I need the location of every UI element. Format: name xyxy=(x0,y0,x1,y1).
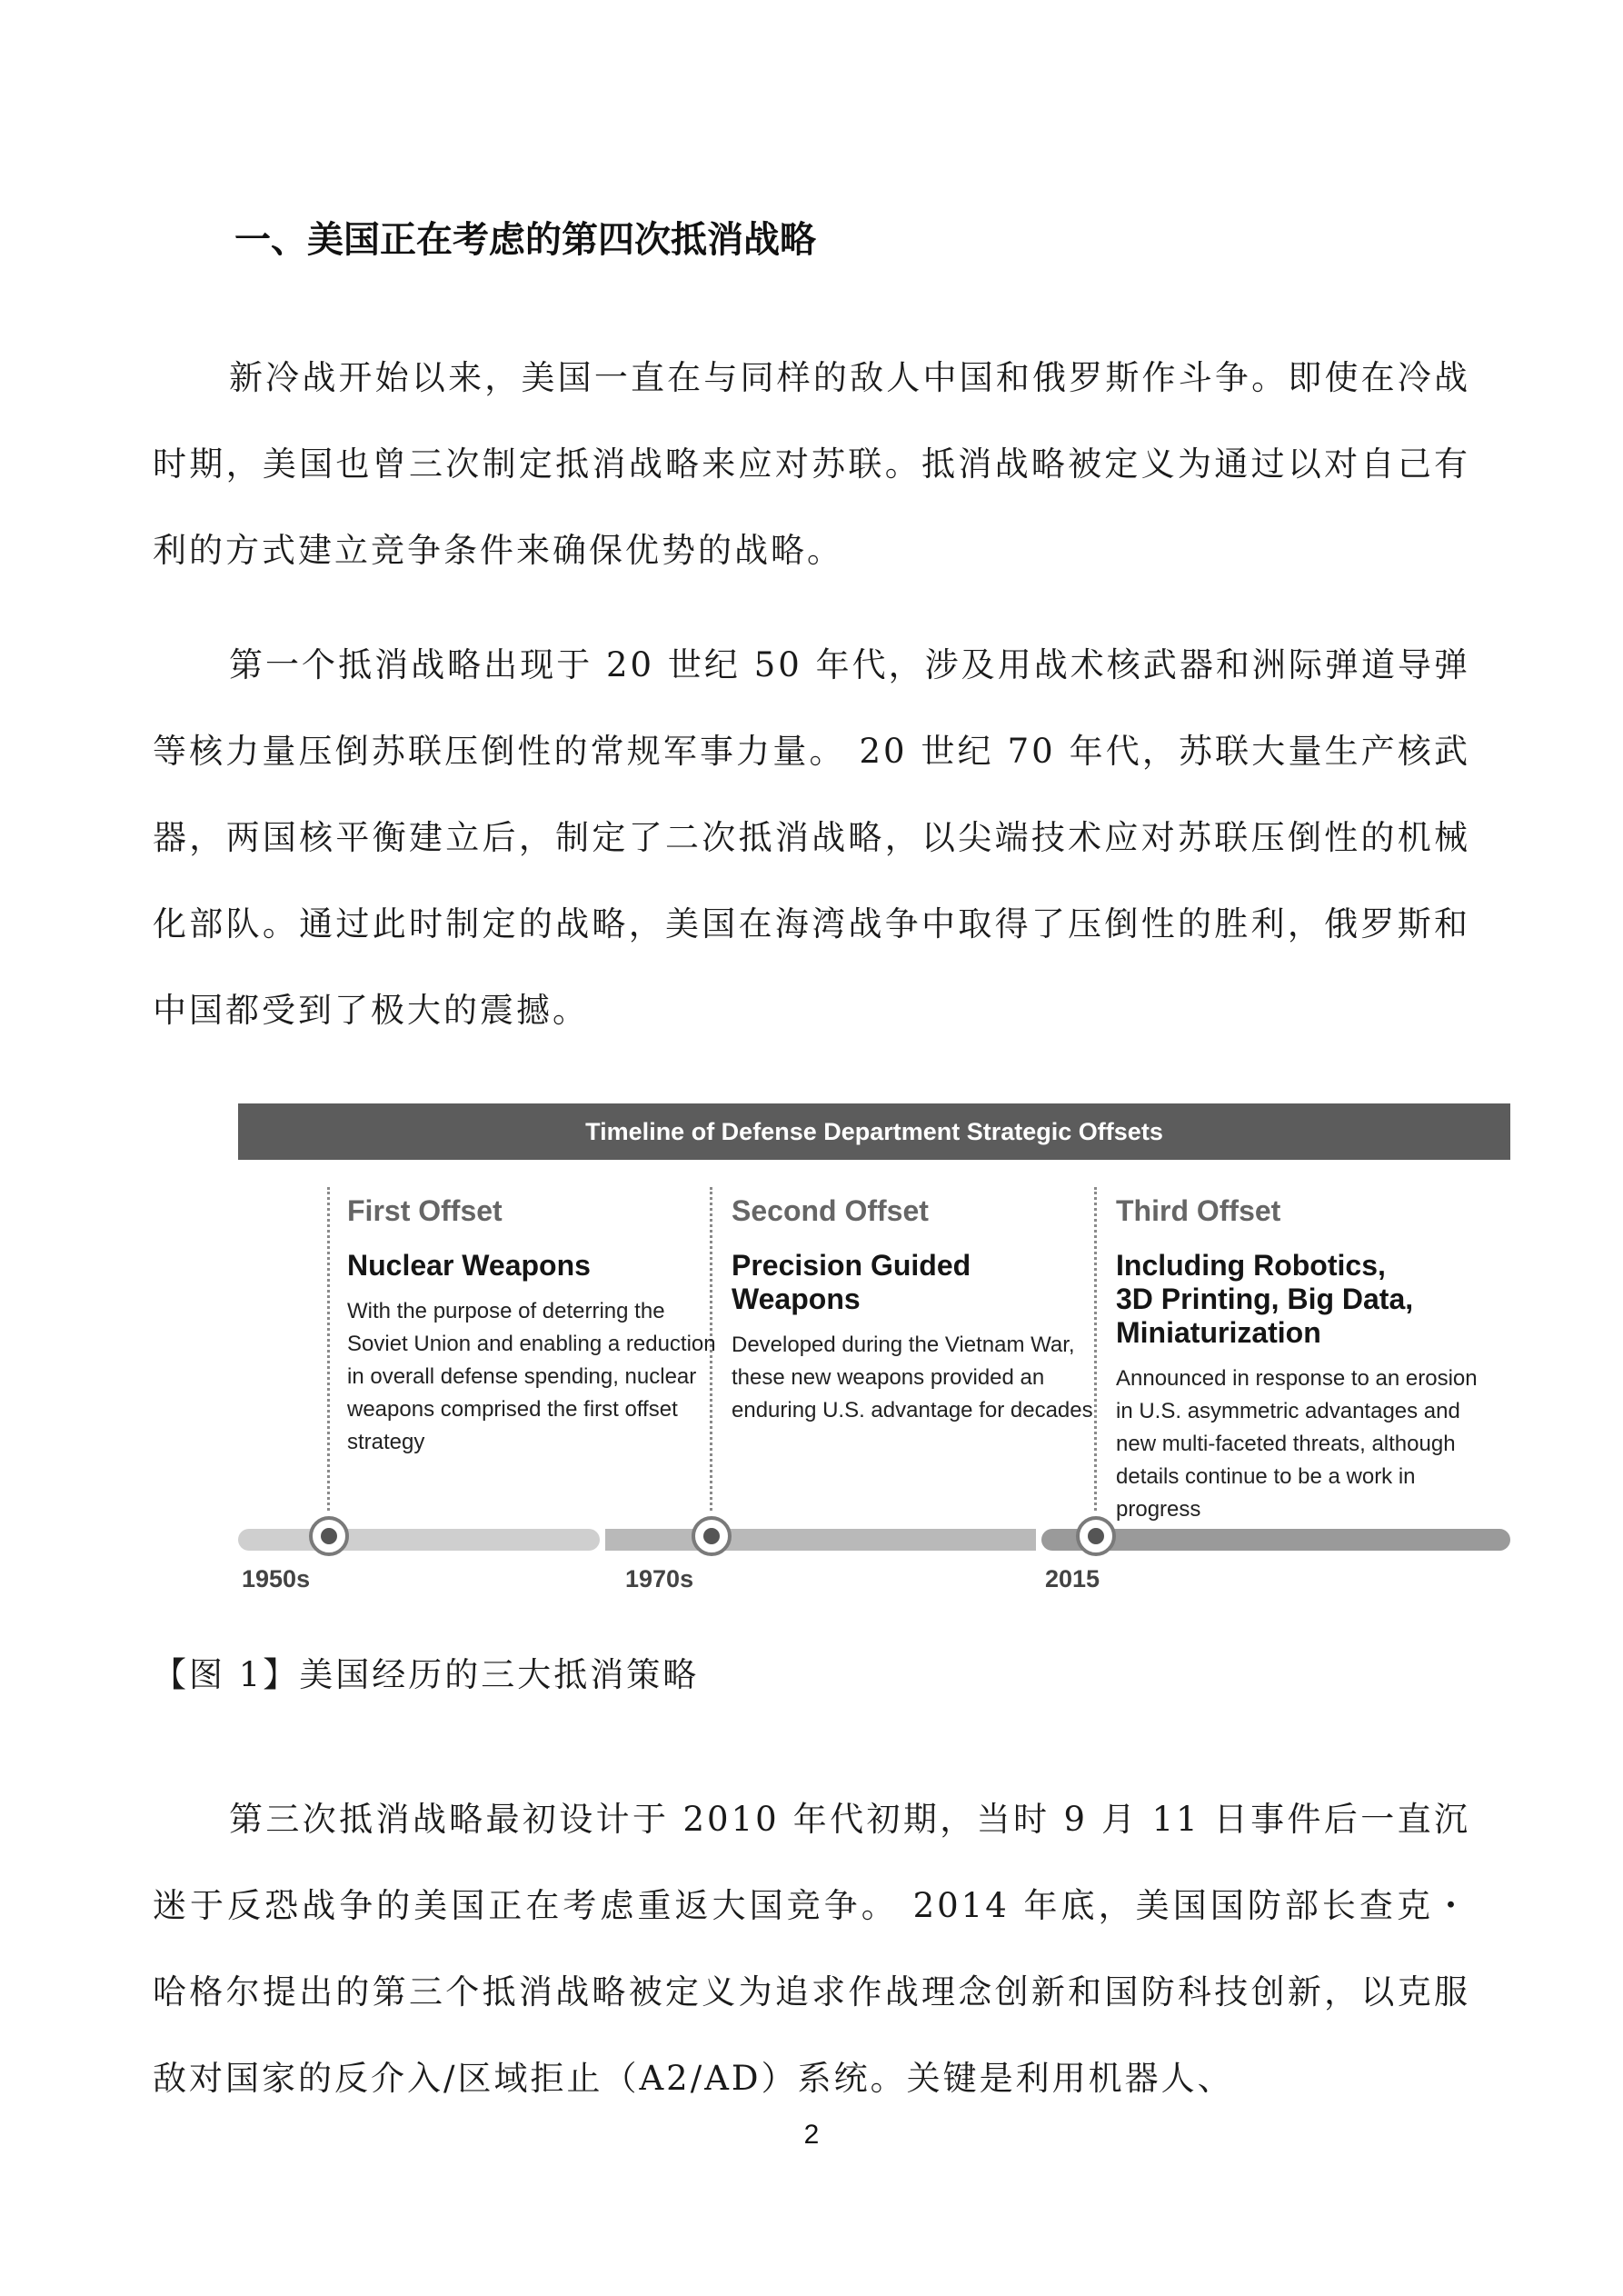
timeline-year: 2015 xyxy=(1045,1565,1100,1592)
timeline-marker-icon xyxy=(692,1516,732,1556)
paragraph-third-offset: 第三次抵消战略最初设计于 2010 年代初期，当时 9 月 11 日事件后一直沉迷于反恐战争的美国正在考虑重返大国竞争。 2014 年底，美国国防部长查克・哈格尔提出的第三个抵消战略被定义为追求作战理念创新和国防科技创新，以克服敌对国家的反介入/区域拒止（A2/AD）系统。关键是利用机器人、 xyxy=(153,1800,1470,2098)
timeline-bar-segment xyxy=(605,1529,1036,1551)
offset-title: First Offset xyxy=(347,1194,503,1227)
figure-banner: Timeline of Defense Department Strategic Offsets xyxy=(238,1103,1510,1160)
offset-title: Third Offset xyxy=(1116,1194,1281,1227)
timeline-year: 1950s xyxy=(242,1565,311,1592)
figure-caption: 【图 1】美国经历的三大抵消策略 xyxy=(153,1655,700,1694)
offset-description: Developed during the Vietnam War, these new weapons provided an enduring U.S. advantage for decades xyxy=(732,1333,1093,1423)
paragraph-first-second-offset: 第一个抵消战略出现于 20 世纪 50 年代，涉及用战术核武器和洲际弹道导弹等核力量压倒苏联压倒性的常规军事力量。 20 世纪 70 年代，苏联大量生产核武器，两国核平衡建立后，制定了二次抵消战略，以尖端技术应对苏联压倒性的机械化部队。通过此时制定的战略，美国在海湾战争中取得了压倒性的胜利，俄罗斯和中国都受到了极大的震撼。 xyxy=(153,645,1470,1030)
offset-column-first xyxy=(347,1193,720,1459)
paragraph-intro: 新冷战开始以来，美国一直在与同样的敌人中国和俄罗斯作斗争。即使在冷战时期，美国也曾三次制定抵消战略来应对苏联。抵消战略被定义为通过以对自己有利的方式建立竞争条件来确保优势的战略。 xyxy=(153,358,1470,570)
offset-column-third xyxy=(1116,1193,1489,1526)
offset-column-second xyxy=(732,1193,1104,1427)
offset-timeline-figure xyxy=(238,1103,1510,1602)
page-number: 2 xyxy=(803,2120,820,2150)
offset-description: With the purpose of deterring the Soviet Union and enabling a reduction in overall defense spending, nuclear weapons comprised the first offset strategy xyxy=(347,1299,716,1454)
offset-subtitle: Including Robotics, 3D Printing, Big Data, Miniaturization xyxy=(1116,1249,1414,1349)
timeline-year: 1970s xyxy=(625,1565,694,1592)
offset-subtitle: Nuclear Weapons xyxy=(347,1249,591,1282)
offset-subtitle: Precision Guided Weapons xyxy=(732,1249,971,1315)
dotted-divider xyxy=(327,1187,330,1511)
timeline-marker-icon xyxy=(309,1516,349,1556)
timeline-marker-icon xyxy=(1076,1516,1116,1556)
offset-description: Announced in response to an erosion in U.S. asymmetric advantages and new multi-faceted threats, although details continue to be a work in progress xyxy=(1116,1366,1478,1522)
section-heading: 一、美国正在考虑的第四次抵消战略 xyxy=(234,219,816,261)
timeline-bar-segment xyxy=(238,1529,600,1551)
offset-title: Second Offset xyxy=(732,1194,929,1227)
